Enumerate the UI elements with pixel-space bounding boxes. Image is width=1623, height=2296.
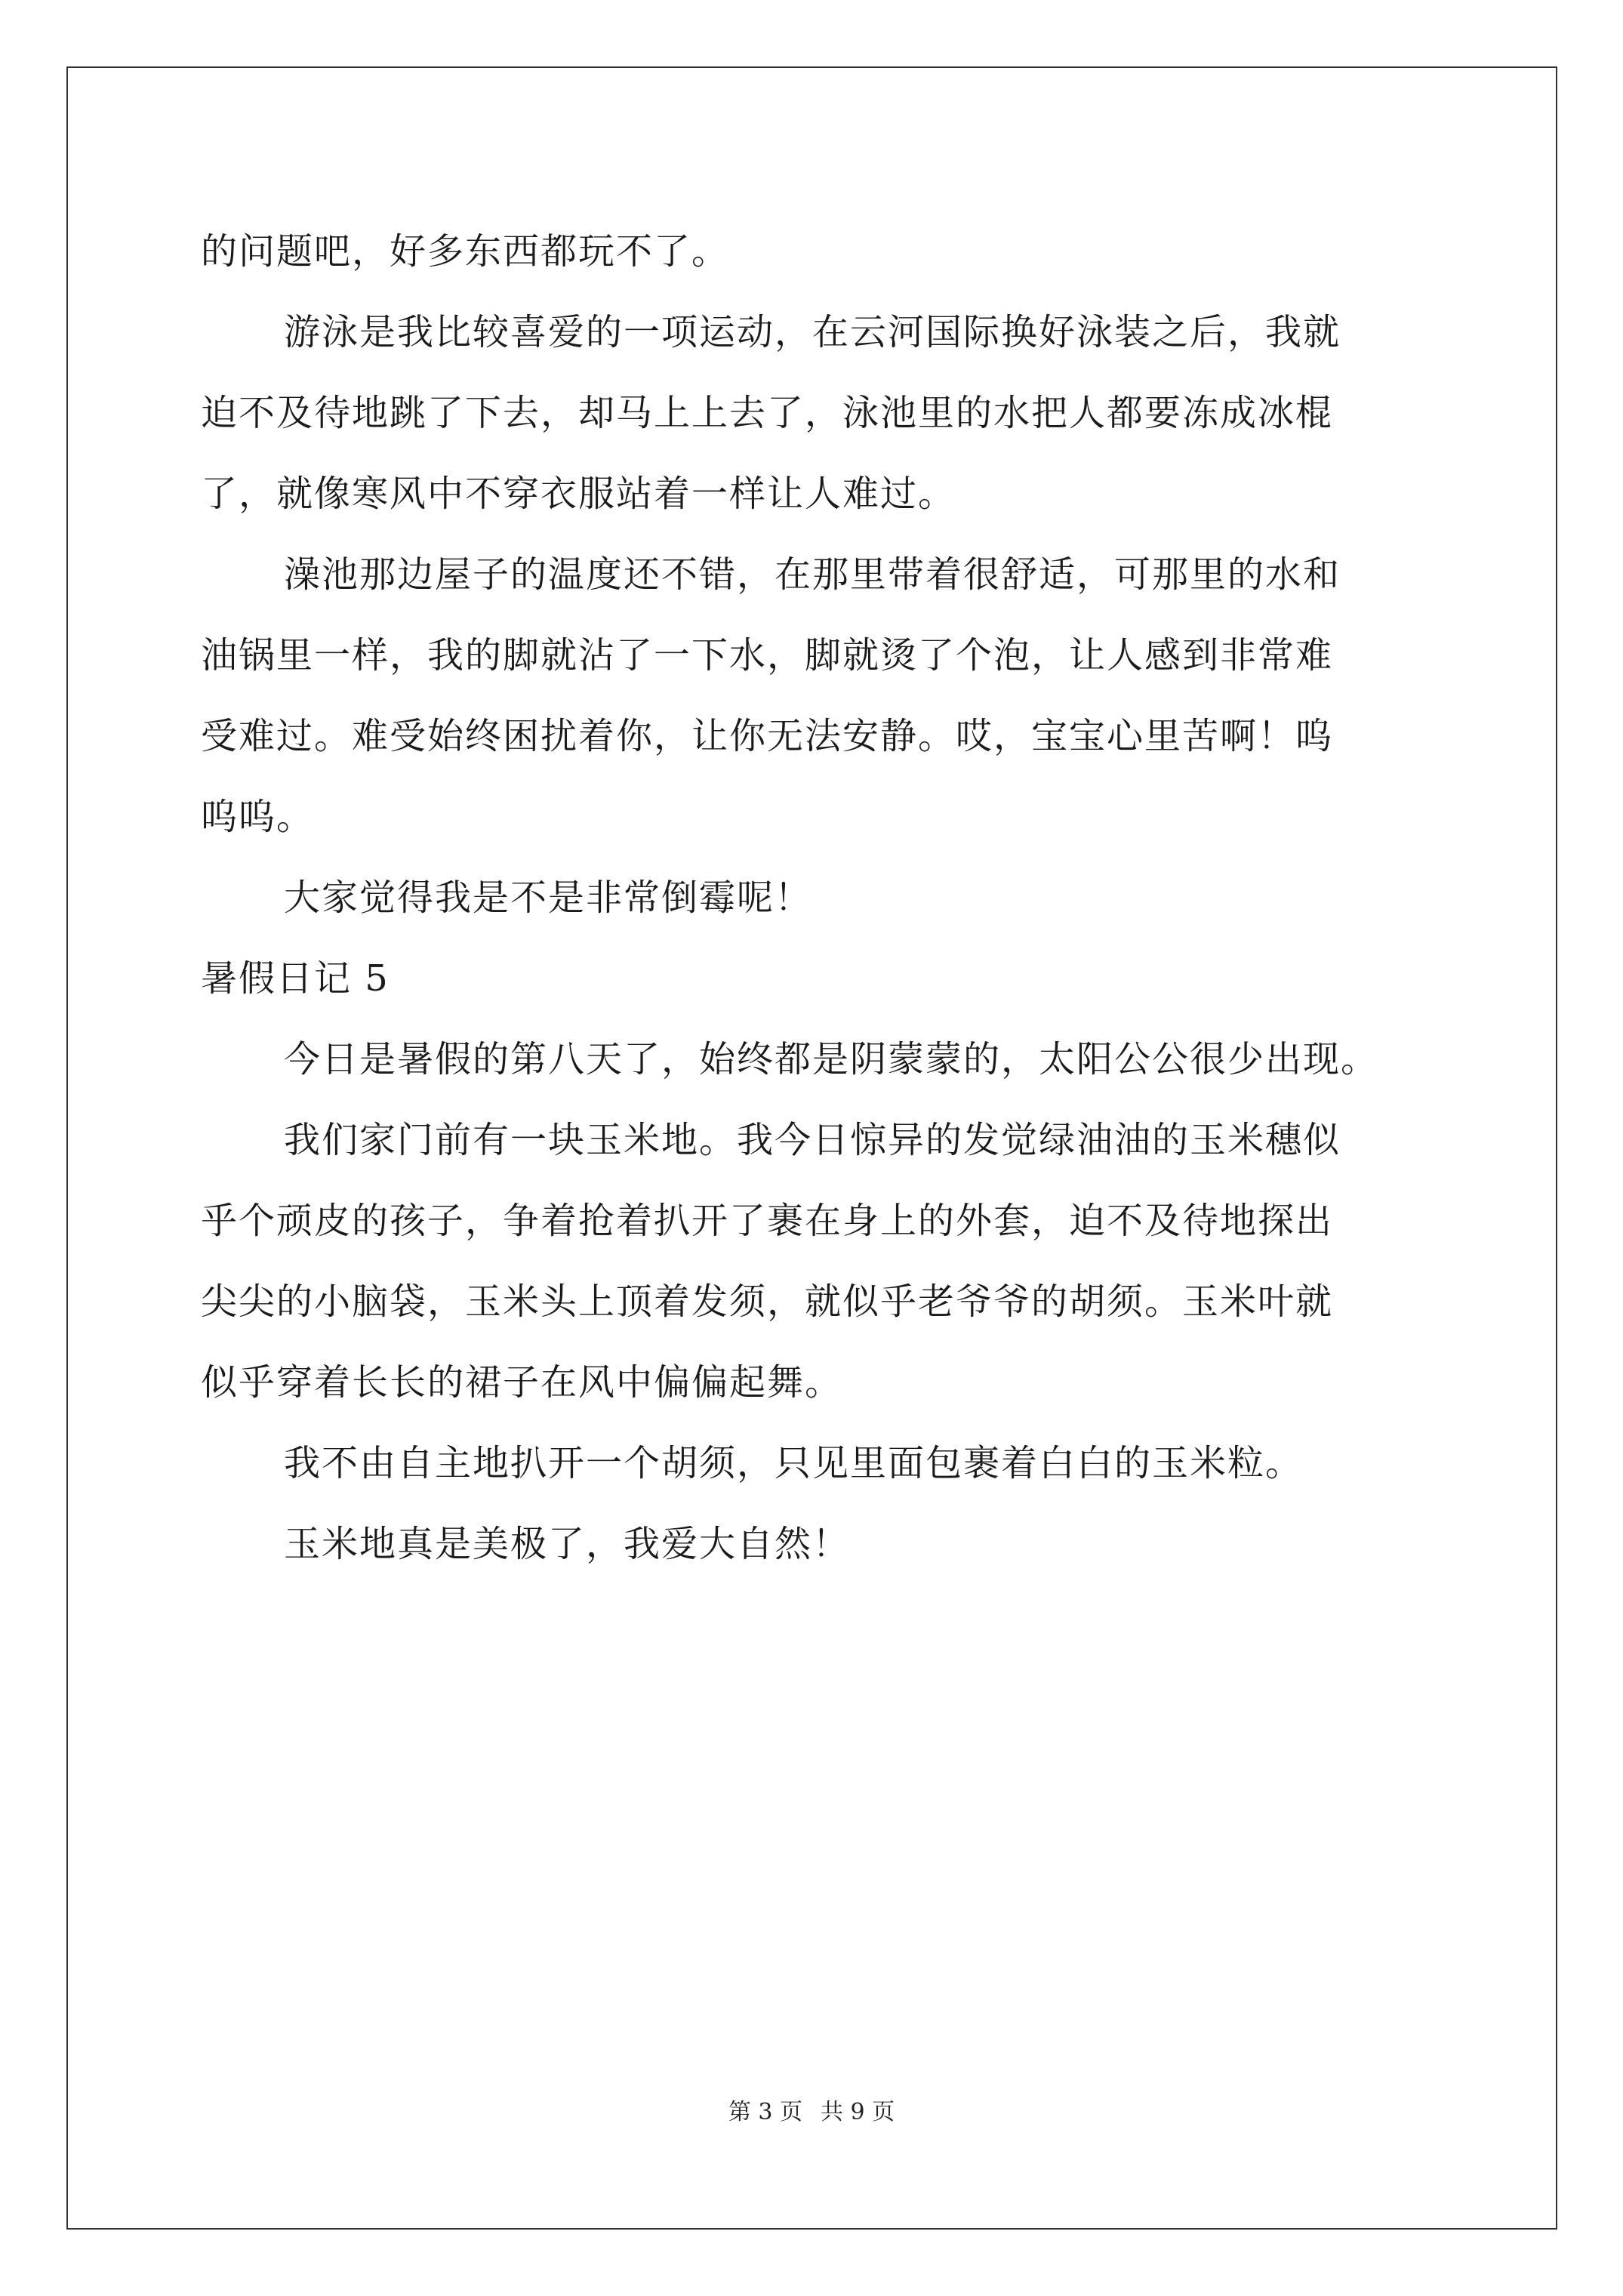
- page-total: 共 9 页: [821, 2099, 895, 2125]
- paragraph-start-line: 澡池那边屋子的温度还不错，在那里带着很舒适，可那里的水和: [284, 553, 1341, 596]
- text-line: 尖尖的小脑袋，玉米头上顶着发须，就似乎老爷爷的胡须。玉米叶就: [201, 1281, 1334, 1323]
- text-line: 油锅里一样，我的脚就沾了一下水，脚就烫了个泡，让人感到非常难: [201, 634, 1334, 676]
- text-line: 迫不及待地跳了下去，却马上上去了，泳池里的水把人都要冻成冰棍: [201, 392, 1334, 434]
- paragraph-start-line: 我不由自主地扒开一个胡须，只见里面包裹着白白的玉米粒。: [284, 1442, 1304, 1484]
- page-number: 第 3 页: [728, 2099, 802, 2125]
- text-line: 呜呜。: [201, 796, 315, 838]
- text-line: 了，就像寒风中不穿衣服站着一样让人难过。: [201, 473, 956, 515]
- text-line: 的问题吧，好多东西都玩不了。: [201, 230, 730, 273]
- text-line: 受难过。难受始终困扰着你，让你无法安静。哎，宝宝心里苦啊！呜: [201, 715, 1334, 757]
- text-line: 似乎穿着长长的裙子在风中偏偏起舞。: [201, 1361, 843, 1404]
- section-heading: 暑假日记 5: [201, 957, 390, 1000]
- page-footer: [0, 2093, 1623, 2126]
- paragraph-start-line: 游泳是我比较喜爱的一项运动，在云河国际换好泳装之后，我就: [284, 311, 1341, 353]
- paragraph-start-line: 今日是暑假的第八天了，始终都是阴蒙蒙的，太阳公公很少出现。: [284, 1038, 1379, 1080]
- paragraph-start-line: 大家觉得我是不是非常倒霉呢！: [284, 877, 813, 919]
- paragraph-start-line: 我们家门前有一块玉米地。我今日惊异的发觉绿油油的玉米穗似: [284, 1119, 1341, 1161]
- text-line: 乎个顽皮的孩子，争着抢着扒开了裹在身上的外套，迫不及待地探出: [201, 1200, 1334, 1242]
- paragraph-start-line: 玉米地真是美极了，我爱大自然！: [284, 1523, 851, 1565]
- document-body: [201, 211, 1424, 1585]
